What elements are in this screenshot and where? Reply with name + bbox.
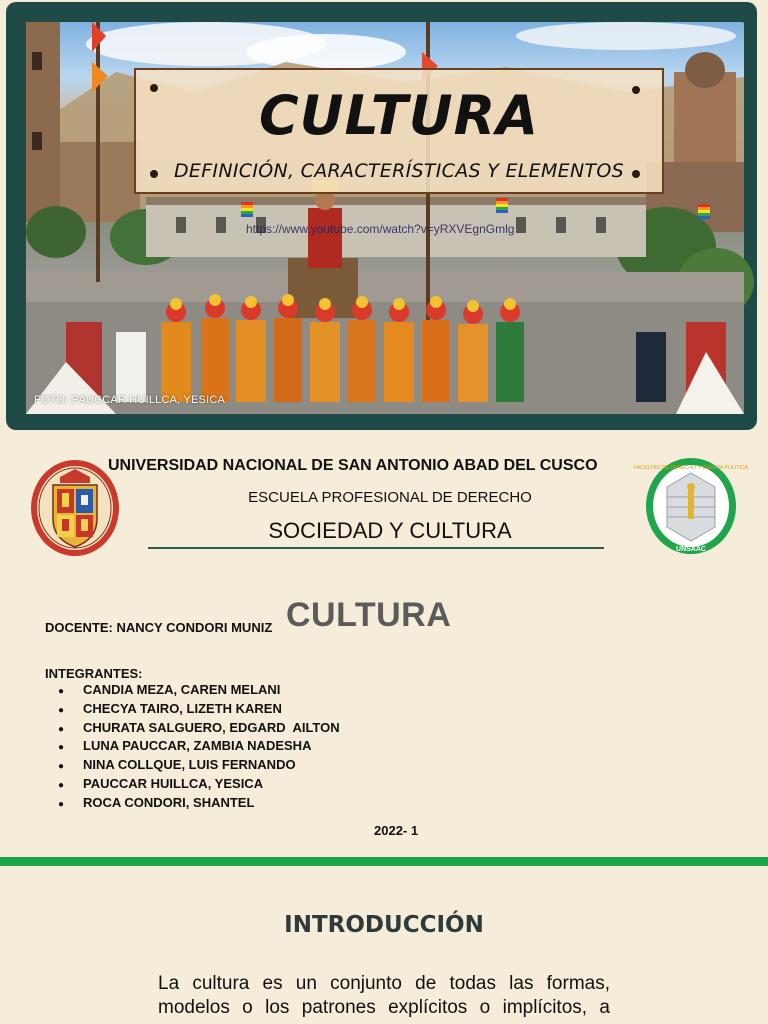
bullet-icon: ● <box>58 723 65 735</box>
teacher-line: DOCENTE: NANCY CONDORI MUNIZ <box>45 620 273 635</box>
introduction-heading: INTRODUCCIÓN <box>284 912 484 938</box>
list-item <box>58 682 340 701</box>
bullet-icon: ● <box>58 761 65 773</box>
list-item <box>58 738 340 757</box>
member-name: CANDIA MEZA, CAREN MELANI <box>83 682 281 697</box>
member-name: CHECYA TAIRO, LIZETH KAREN <box>83 700 282 716</box>
list-item <box>58 701 340 720</box>
bullet-icon: ● <box>58 704 65 716</box>
list-item <box>58 776 340 795</box>
bullet-icon: ● <box>58 686 65 697</box>
list-item <box>58 757 340 776</box>
course-name: SOCIEDAD Y CULTURA <box>268 518 512 543</box>
bullet-icon: ● <box>58 742 65 754</box>
list-item <box>58 720 340 739</box>
members-list <box>58 682 340 814</box>
bullet-icon: ● <box>58 779 65 791</box>
member-name: LUNA PAUCCAR, ZAMBIA NADESHA <box>83 738 312 754</box>
cover-frame <box>6 2 757 430</box>
cover-title-box <box>134 68 664 194</box>
member-name: NINA COLLQUE, LUIS FERNANDO <box>83 757 296 773</box>
member-name: ROCA CONDORI, SHANTEL <box>83 794 255 810</box>
photo-credit: FOTO: PAUCCAR HUILLCA, YESICA <box>34 394 226 406</box>
bullet-icon: ● <box>58 798 65 810</box>
emblem-text-bottom: UNSAAC <box>676 546 706 553</box>
cover-title: CULTURA <box>258 84 539 147</box>
cover-subtitle: DEFINICIÓN, CARACTERÍSTICAS Y ELEMENTOS <box>173 160 625 182</box>
document-heading: CULTURA <box>286 596 452 634</box>
emblem-text-top: FACULTAD DE DERECHO Y CIENCIA POLITICA <box>633 465 749 471</box>
school-name: ESCUELA PROFESIONAL DE DERECHO <box>248 489 532 506</box>
academic-term: 2022- 1 <box>374 823 419 838</box>
university-name: UNIVERSIDAD NACIONAL DE SAN ANTONIO ABAD DEL CUSCO <box>108 457 598 474</box>
photo-url: https://www.youtube.com/watch?v=yRXVEgnGmlg <box>246 222 515 236</box>
member-name: PAUCCAR HUILLCA, YESICA <box>83 775 264 791</box>
list-item <box>58 795 340 814</box>
member-name: CHURATA SALGUERO, EDGARD AILTON <box>83 719 340 735</box>
course-divider <box>148 547 604 549</box>
members-label: INTEGRANTES: <box>45 666 143 681</box>
introduction-paragraph: La cultura es un conjunto de todas las formas, modelos o los patrones explícitos o implícitos, a <box>158 973 610 1018</box>
page-separator-band <box>0 857 768 866</box>
